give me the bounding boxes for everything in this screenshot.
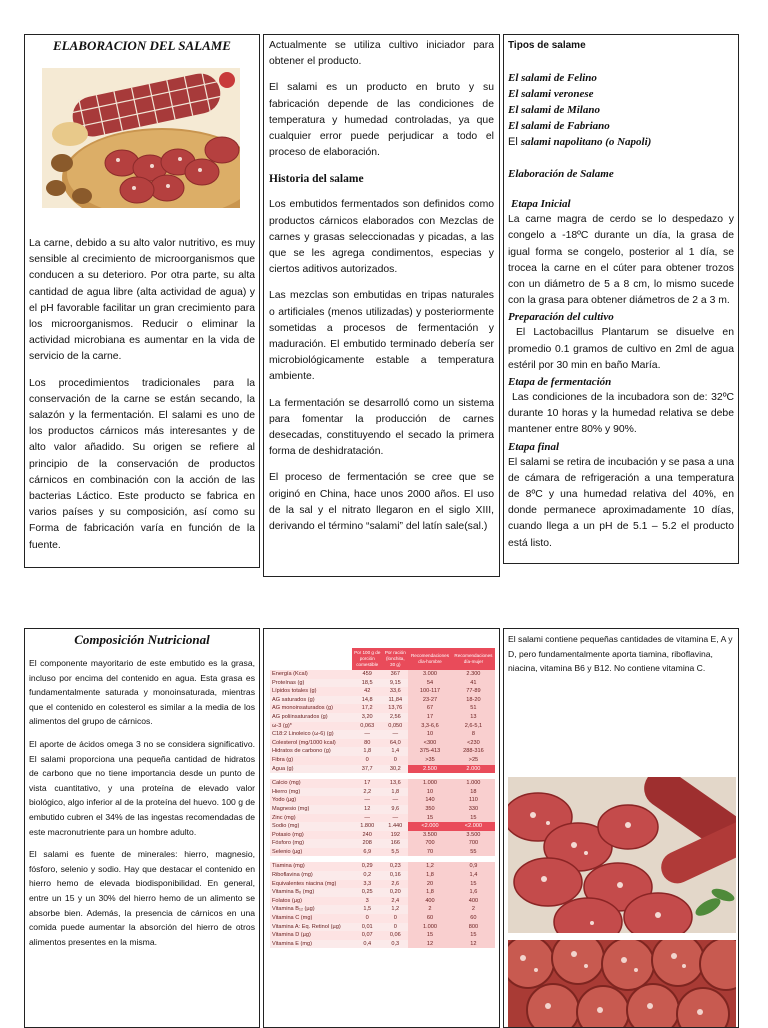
nutrient-value: <2.000: [408, 822, 452, 831]
nutrient-name: Potasio (mg): [270, 831, 352, 840]
nutrient-name: Fibra (g): [270, 756, 352, 765]
salami-slices-illustration: [508, 777, 736, 933]
nutrient-value: 1,8: [408, 871, 452, 880]
elaboracion-heading: Elaboración de Salame: [508, 168, 614, 181]
nutrient-value: 288-316: [452, 747, 495, 756]
nutrient-value: 41: [452, 679, 495, 688]
fermentacion-text: Las condiciones de la incubadora son de: 32ºC durante 10 horas y la humedad relativa se debe mantener entre 80% y 90%.: [508, 392, 734, 436]
nutrient-value: 9,15: [382, 679, 408, 688]
nutrient-value: 2,2: [352, 788, 382, 797]
nutrient-value: 0: [382, 756, 408, 765]
nutrient-value: 2,6: [382, 880, 408, 889]
nutrient-value: 700: [408, 839, 452, 848]
table-row: [270, 814, 495, 823]
fermentacion-heading: Etapa de fermentación: [508, 376, 612, 389]
nutrient-name: Equivalentes niacina (mg): [270, 880, 352, 889]
nutrient-value: 17: [408, 713, 452, 722]
salami-pattern-photo: [508, 940, 736, 1028]
nutrient-value: 3.000: [408, 670, 452, 679]
table-row: [270, 862, 495, 871]
nutrient-value: 1.000: [452, 779, 495, 788]
intro-paragraph: La carne, debido a su alto valor nutritivo, es muy sensible al crecimiento de microorganismos que conducen a su deterioro. Por otra parte, su alta cantidad de agua libre (alta actividad de agua) y el pH favorable facilitar un gran crecimiento para los microorganismos. Reducir o eliminar la actividad microbiana es aumentar en la vida de servicio de la carne.: [29, 238, 255, 363]
nutrient-name: AG saturados (g): [270, 696, 352, 705]
header-rec-hombre: Recomendaciones día-hombre: [408, 648, 452, 670]
nutrient-name: Proteínas (g): [270, 679, 352, 688]
nutrient-value: 10: [408, 730, 452, 739]
nutrient-value: 1,4: [382, 747, 408, 756]
nutrient-value: 2,56: [382, 713, 408, 722]
nutrient-value: 42: [352, 687, 382, 696]
nutrient-name: ω-3 (g)*: [270, 722, 352, 731]
table-row: [270, 905, 495, 914]
nutrient-value: 20: [408, 880, 452, 889]
nutrient-value: 1,6: [452, 888, 495, 897]
nutrient-value: 51: [452, 704, 495, 713]
nutrient-value: 13,76: [382, 704, 408, 713]
tipo-fabriano: El salami de Fabriano: [508, 120, 610, 133]
nutrient-value: 0,4: [352, 940, 382, 949]
nutrient-value: 9,6: [382, 805, 408, 814]
nutrient-name: Selenio (µg): [270, 848, 352, 857]
table-row: [270, 931, 495, 940]
nutrient-value: 192: [382, 831, 408, 840]
bruto-paragraph: El salami es un producto en bruto y su fabricación depende de las condiciones de temperatura y humedad controladas, ya que cualquier error puede perjudicar a todo el proceso de elaboración.: [269, 82, 494, 159]
table-row: [270, 765, 495, 774]
nutrient-value: 2.300: [452, 670, 495, 679]
top-left-column: [24, 34, 260, 568]
nutrient-value: 0,3: [382, 940, 408, 949]
table-row: [270, 871, 495, 880]
nutrient-value: 12: [408, 940, 452, 949]
table-row: [270, 679, 495, 688]
nutrient-name: Magnesio (mg): [270, 805, 352, 814]
minerales-paragraph: El salami es fuente de minerales: hierro, magnesio, fósforo, selenio y sodio. Hay que destacar el contenido en hierro hemo de elevada biodisponibilidad. En general, entre un 15 y un 30% del hierro hemo de un alimento se absorbe bien. Además, la presencia de cárnicos en una comida puede aumentar la absorción del hierro de otros alimentos presentes en la misma.: [29, 849, 255, 947]
table-row: [270, 713, 495, 722]
nutrition-table: [264, 629, 499, 948]
preparacion-text: El Lactobacillus Plantarum se disuelve en promedio 0.1 gramos de cultivo en 2ml de agua estéril por 30 min en baño María.: [508, 327, 734, 371]
nutrient-value: 37,7: [352, 765, 382, 774]
nutrient-value: 0,29: [352, 862, 382, 871]
nutrient-value: 0,063: [352, 722, 382, 731]
nutrient-value: >35: [408, 756, 452, 765]
nutrient-value: —: [352, 730, 382, 739]
tipo-napoli-name: salami napolitano (o Napoli): [520, 136, 652, 149]
nutrient-value: 3,3: [352, 880, 382, 889]
nutrient-value: 15: [408, 931, 452, 940]
table-row: [270, 848, 495, 857]
nutrient-value: 400: [452, 897, 495, 906]
nutrient-name: Zinc (mg): [270, 814, 352, 823]
nutrient-name: Tiamina (mg): [270, 862, 352, 871]
nutrient-value: 0: [382, 923, 408, 932]
tipos-heading: Tipos de salame: [508, 40, 586, 51]
nutrient-value: 166: [382, 839, 408, 848]
nutrient-value: 1,5: [352, 905, 382, 914]
nutrient-value: —: [352, 796, 382, 805]
salame-board-photo: [42, 68, 240, 208]
nutrient-value: 0,01: [352, 923, 382, 932]
preparacion-heading: Preparación del cultivo: [508, 311, 614, 324]
nutrient-value: 1.440: [382, 822, 408, 831]
nutrient-value: 459: [352, 670, 382, 679]
etapa-final-text: El salami se retira de incubación y se pasa a una de cámara de refrigeración a una temperatura de 8ºC y una humedad relativa del 40%, en donde permanece aproximadamente 10 días, cuando llega a un pH de 5.1 – 5.2 el producto está listo.: [508, 456, 734, 549]
page-title: ELABORACION DEL SALAME: [53, 38, 231, 53]
tipo-felino: El salami de Felino: [508, 72, 597, 85]
nutrient-value: 1.800: [352, 822, 382, 831]
vitaminas-paragraph: El salami contiene pequeñas cantidades de vitamina E, A y D, pero fundamentalmente aporta tiamina, riboflavina, niacina, vitamina B6 y B12. No contiene vitamina C.: [508, 634, 733, 674]
origen-paragraph: El proceso de fermentación se cree que se originó en China, hace unos 2000 años. El uso de la sal y el nitrato llegaron en el siglo XIII, derivando el término “salami” del latín sale(sal.): [269, 472, 494, 533]
nutrient-value: 8: [452, 730, 495, 739]
nutrient-value: 17,2: [352, 704, 382, 713]
table-row: [270, 914, 495, 923]
nutrient-name: Vitamina B₆ (mg): [270, 888, 352, 897]
nutrient-value: 70: [408, 848, 452, 857]
nutrient-value: 3: [352, 897, 382, 906]
nutrient-value: <2.000: [452, 822, 495, 831]
nutrient-value: 18-20: [452, 696, 495, 705]
nutrient-value: 11,84: [382, 696, 408, 705]
salame-illustration: [42, 68, 240, 208]
nutrient-value: —: [382, 814, 408, 823]
nutrient-value: 3,3-6,6: [408, 722, 452, 731]
nutrient-value: 0,2: [352, 871, 382, 880]
bottom-right-column: [503, 628, 739, 1028]
top-right-column: [503, 34, 739, 564]
nutrition-table-panel: [263, 628, 500, 1028]
nutrient-value: 15: [452, 814, 495, 823]
nutrient-name: Sodio (mg): [270, 822, 352, 831]
nutrient-value: 0,20: [382, 888, 408, 897]
nutrient-value: 6,9: [352, 848, 382, 857]
etapa-inicial-text: La carne magra de cerdo se lo despedazo y congelo a -18ºC durante un día, la grasa de igual forma se congelo, posterior al 1 día, se trocea la carne en el cúter para obtener trozos con un diámetro de 5 a 8 cm, lo mismo sucede con la grasa para obtener diámetros de 2 a 3 m.: [508, 214, 734, 307]
nutrient-value: 0: [382, 914, 408, 923]
embutidos-paragraph: Los embutidos fermentados son definidos como productos cárnicos elaborados con Mezclas de carnes y grasas seleccionadas y picadas, a las que se les agrega condimentos, especias y ciertos aditivos autorizados.: [269, 199, 494, 276]
table-row: [270, 739, 495, 748]
nutrient-value: 60: [408, 914, 452, 923]
tipo-veronese: El salami veronese: [508, 88, 594, 101]
table-row: [270, 730, 495, 739]
etapa-inicial-heading: Etapa Inicial: [511, 198, 571, 211]
nutrient-name: Hidratos de carbono (g): [270, 747, 352, 756]
cultivo-paragraph: Actualmente se utiliza cultivo iniciador para obtener el producto.: [269, 40, 494, 68]
nutrient-value: 12: [352, 805, 382, 814]
nutrient-value: 2: [452, 905, 495, 914]
table-row: [270, 722, 495, 731]
nutrient-value: 12: [452, 940, 495, 949]
table-row: [270, 923, 495, 932]
nutrient-value: 64,0: [382, 739, 408, 748]
table-row: [270, 822, 495, 831]
omega-paragraph: El aporte de ácidos omega 3 no se considera significativo. El salami proporciona una pequeña cantidad de hidratos de carbono que no tiene importancia desde un punto de vista cuantitativo, y una proteína de elevado valor biológico, algo inferior al de la proteína del huevo. 100 g de embutido cubren el 34% de las ingestas recomendadas de este macronutriente para un hombre adulto.: [29, 738, 255, 837]
nutrient-value: 1.000: [408, 779, 452, 788]
nutrient-name: Hierro (mg): [270, 788, 352, 797]
nutrient-value: 0,050: [382, 722, 408, 731]
header-por-100g: Por 100 g de porción comestible: [352, 648, 382, 670]
nutrient-value: 0,16: [382, 871, 408, 880]
nutrient-name: Vitamina B₁₂ (µg): [270, 905, 352, 914]
nutrient-name: AG poliinsaturados (g): [270, 713, 352, 722]
nutrient-name: Vitamina E (mg): [270, 940, 352, 949]
nutrient-name: AG monoinsaturados (g): [270, 704, 352, 713]
nutrient-name: Yodo (µg): [270, 796, 352, 805]
nutrient-name: Vitamina D (µg): [270, 931, 352, 940]
nutrient-value: 0,9: [452, 862, 495, 871]
table-row: [270, 888, 495, 897]
nutrient-name: Agua (g): [270, 765, 352, 774]
table-row: [270, 940, 495, 949]
table-row: [270, 880, 495, 889]
top-middle-column: [263, 34, 500, 577]
nutrient-value: 1,2: [408, 862, 452, 871]
nutrient-value: —: [352, 814, 382, 823]
nutrient-value: 700: [452, 839, 495, 848]
nutrient-value: 15: [452, 880, 495, 889]
nutrient-value: <230: [452, 739, 495, 748]
nutrient-value: 110: [452, 796, 495, 805]
nutrient-value: 2,4: [382, 897, 408, 906]
nutrient-value: 3,20: [352, 713, 382, 722]
nutrient-value: 0,25: [352, 888, 382, 897]
fermentacion-paragraph: La fermentación se desarrolló como un sistema para fomentar la producción de carnes desecadas, constituyendo el secado la primera forma de deshidratación.: [269, 397, 494, 458]
nutrient-value: 1,4: [452, 871, 495, 880]
header-rec-mujer: Recomendaciones día-mujer: [452, 648, 495, 670]
nutrient-value: 1,8: [408, 888, 452, 897]
nutrient-value: 1.000: [408, 923, 452, 932]
nutrient-value: 800: [452, 923, 495, 932]
table-row: [270, 747, 495, 756]
nutrient-value: 77-89: [452, 687, 495, 696]
salami-pattern-illustration: [508, 940, 736, 1028]
nutrient-name: Calcio (mg): [270, 779, 352, 788]
nutrient-name: Colesterol (mg/1000 kcal): [270, 739, 352, 748]
nutrient-value: 3.500: [452, 831, 495, 840]
table-row: [270, 696, 495, 705]
tipo-milano: El salami de Milano: [508, 104, 600, 117]
nutrient-value: 0: [352, 914, 382, 923]
nutrient-name: Riboflavina (mg): [270, 871, 352, 880]
nutrient-value: 0: [352, 756, 382, 765]
nutrient-name: Fósforo (mg): [270, 839, 352, 848]
nutrient-value: 10: [408, 788, 452, 797]
nutrient-value: 0,07: [352, 931, 382, 940]
table-row: [270, 779, 495, 788]
nutrient-value: 18,5: [352, 679, 382, 688]
nutrient-value: 13,6: [382, 779, 408, 788]
table-row: [270, 788, 495, 797]
nutrient-value: 3.500: [408, 831, 452, 840]
nutrient-value: 80: [352, 739, 382, 748]
historia-heading: Historia del salame: [269, 173, 364, 186]
nutrient-value: 2.000: [452, 765, 495, 774]
nutrition-table-body: [270, 670, 495, 948]
nutrient-value: 14,8: [352, 696, 382, 705]
mezclas-paragraph: Las mezclas son embutidas en tripas naturales o artificiales (menos utilizadas) y posteriormente sometidas a procesos de fermentación y maduración. El embutido terminado debería ser microbiológicamente estable a temperatura ambiente.: [269, 290, 494, 383]
table-row: [270, 805, 495, 814]
table-row: [270, 756, 495, 765]
nutrient-name: Folatos (µg): [270, 897, 352, 906]
nutrient-value: 13: [452, 713, 495, 722]
nutrient-value: 240: [352, 831, 382, 840]
nutrient-name: Vitamina C (mg): [270, 914, 352, 923]
tipo-napoli: [508, 134, 734, 150]
nutrient-value: <300: [408, 739, 452, 748]
table-row: [270, 897, 495, 906]
nutrient-value: 67: [408, 704, 452, 713]
nutrition-header-row: [270, 648, 495, 670]
etapa-final-heading: Etapa final: [508, 440, 560, 453]
table-row: [270, 831, 495, 840]
nutrient-value: 375-413: [408, 747, 452, 756]
nutrient-value: 140: [408, 796, 452, 805]
nutrient-value: >25: [452, 756, 495, 765]
table-row: [270, 687, 495, 696]
nutrient-value: 30,2: [382, 765, 408, 774]
conservation-paragraph: Los procedimientos tradicionales para la conservación de la carne se están secando, la salazón y la fermentación. El salami es uno de los productos cárnicos más interesantes y de alto valor añadido. Su origen se refiere al principio de la conservación de productos cárnicos en combinación con la acción de las bacterias Láctico. Este producto se fabrica en varios países y su composición, así como su Forma de fabricación varía en función de la fuente.: [29, 377, 255, 551]
nutrient-value: 1,2: [382, 905, 408, 914]
grasa-paragraph: El componente mayoritario de este embutido es la grasa, incluso por encima del contenido en agua. Esta grasa es fundamentalmente saturada y monoinsaturada, mientras que el contenido en colesterol es similar a la media de los alimentos del grupo de cárnicos.: [29, 658, 255, 727]
nutrient-value: 17: [352, 779, 382, 788]
nutrient-value: —: [382, 796, 408, 805]
nutrient-value: 1,8: [352, 747, 382, 756]
table-row: [270, 839, 495, 848]
table-row: [270, 796, 495, 805]
nutrient-value: 330: [452, 805, 495, 814]
nutrient-value: 0,23: [382, 862, 408, 871]
nutrient-value: 18: [452, 788, 495, 797]
nutrient-value: 60: [452, 914, 495, 923]
nutrient-value: 55: [452, 848, 495, 857]
nutrient-value: 23-27: [408, 696, 452, 705]
header-por-racion: Por ración (lonchita, 30 g): [382, 648, 408, 670]
nutrient-value: 15: [452, 931, 495, 940]
nutrient-value: 2: [408, 905, 452, 914]
nutrient-value: 400: [408, 897, 452, 906]
nutrient-value: —: [382, 730, 408, 739]
nutrient-value: 54: [408, 679, 452, 688]
tipo-napoli-prefix: El: [508, 136, 521, 149]
nutrient-value: 100-117: [408, 687, 452, 696]
nutrient-value: 208: [352, 839, 382, 848]
nutrient-value: 2.500: [408, 765, 452, 774]
nutrient-name: C18:2 Linoleico (ω-6) (g): [270, 730, 352, 739]
salami-slices-photo: [508, 777, 736, 933]
table-row: [270, 704, 495, 713]
nutrient-name: Vitamina A: Eq. Retinol (µg): [270, 923, 352, 932]
nutrition-title: Composición Nutricional: [74, 632, 210, 647]
nutrient-value: 5,5: [382, 848, 408, 857]
nutrient-value: 367: [382, 670, 408, 679]
nutrient-value: 2,6-5,1: [452, 722, 495, 731]
bottom-left-column: [24, 628, 260, 1028]
nutrient-value: 33,6: [382, 687, 408, 696]
nutrient-value: 1,8: [382, 788, 408, 797]
nutrient-name: Energía (Kcal): [270, 670, 352, 679]
nutrient-name: Lípidos totales (g): [270, 687, 352, 696]
nutrient-value: 0,06: [382, 931, 408, 940]
nutrient-header-blank: [270, 648, 352, 670]
table-row: [270, 670, 495, 679]
nutrient-value: 15: [408, 814, 452, 823]
nutrient-value: 350: [408, 805, 452, 814]
